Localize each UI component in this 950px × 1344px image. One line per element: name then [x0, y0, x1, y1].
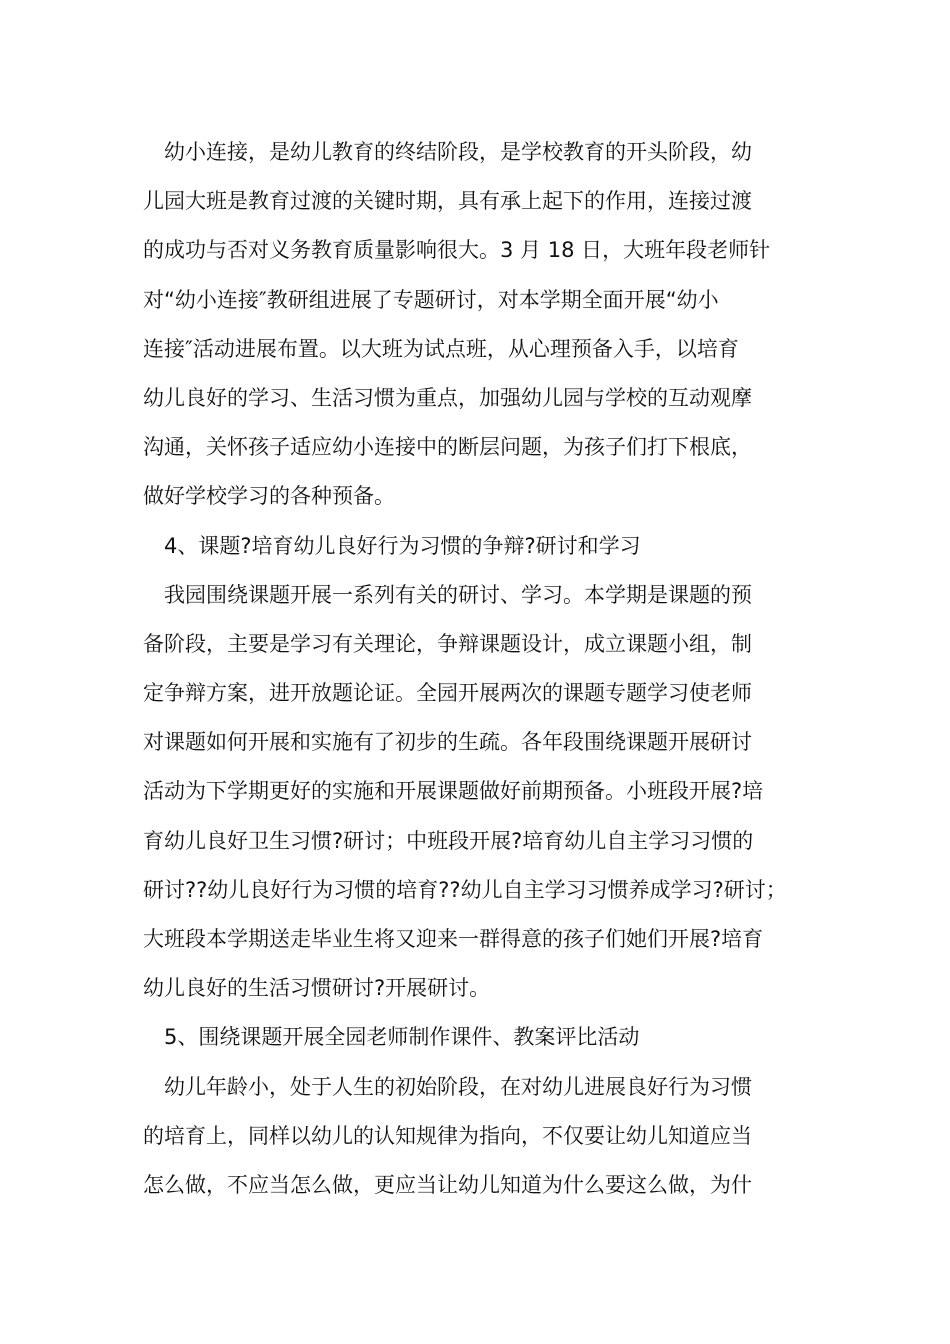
text-line: 定争辩方案，进开放题论证。全园开展两次的课题专题学习使老师 [143, 681, 752, 706]
text-line: 幼儿良好的学习、生活习惯为重点，加强幼儿园与学校的互动观摩 [143, 385, 752, 410]
text-line: 怎么做，不应当怎么做，更应当让幼儿知道为什么要这么做，为什 [143, 1172, 752, 1197]
text-line: 活动为下学期更好的实施和开展课题做好前期预备。小班段开展?培 [143, 779, 764, 804]
text-line: 做好学校学习的各种预备。 [143, 484, 395, 509]
text-line: 儿园大班是教育过渡的关键时期，具有承上起下的作用，连接过渡 [143, 189, 752, 214]
document-body [143, 128, 823, 1210]
text-line: 的成功与否对义务教育质量影响很大。3 月 18 日，大班年段老师针 [143, 238, 771, 263]
text-line: 育幼儿良好卫生习惯?研讨；中班段开展?培育幼儿自主学习习惯的 [143, 828, 754, 853]
section-heading-5: 5、围绕课题开展全园老师制作课件、教案评比活动 [164, 1025, 640, 1050]
text-line: 幼小连接，是幼儿教育的终结阶段，是学校教育的开头阶段，幼 [164, 140, 752, 164]
text-line: 我园围绕课题开展一系列有关的研讨、学习。本学期是课题的预 [164, 582, 752, 607]
text-line: 的培育上，同样以幼儿的认知规律为指向，不仅要让幼儿知道应当 [143, 1123, 752, 1148]
paragraph-research-topic [143, 571, 823, 1014]
text-line: 连接″活动进展布置。以大班为试点班，从心理预备入手，以培育 [143, 336, 739, 361]
text-line: 幼儿良好的生活习惯研讨?开展研讨。 [143, 976, 491, 1001]
text-line: 幼儿年龄小，处于人生的初始阶段，在对幼儿进展良好行为习惯 [164, 1074, 752, 1099]
text-line: 备阶段，主要是学习有关理论，争辩课题设计，成立课题小组，制 [143, 631, 752, 656]
text-line: 对“幼小连接″教研组进展了专题研讨，对本学期全面开展“幼小 [143, 287, 719, 312]
text-line: 大班段本学期送走毕业生将又迎来一群得意的孩子们她们开展?培育 [143, 927, 764, 951]
text-line: 沟通，关怀孩子适应幼小连接中的断层问题，为孩子们打下根底， [143, 435, 752, 460]
section-heading-4: 4、课题?培育幼儿良好行为习惯的争辩?研讨和学习 [164, 533, 641, 558]
text-line: 对课题如何开展和实施有了初步的生疏。各年段围绕课题开展研讨 [143, 730, 752, 755]
paragraph-habit-cultivation [143, 1063, 823, 1211]
text-line: 研讨??幼儿良好行为习惯的培育??幼儿自主学习习惯养成学习?研讨； [143, 877, 787, 902]
paragraph-kindergarten-transition [143, 128, 823, 522]
